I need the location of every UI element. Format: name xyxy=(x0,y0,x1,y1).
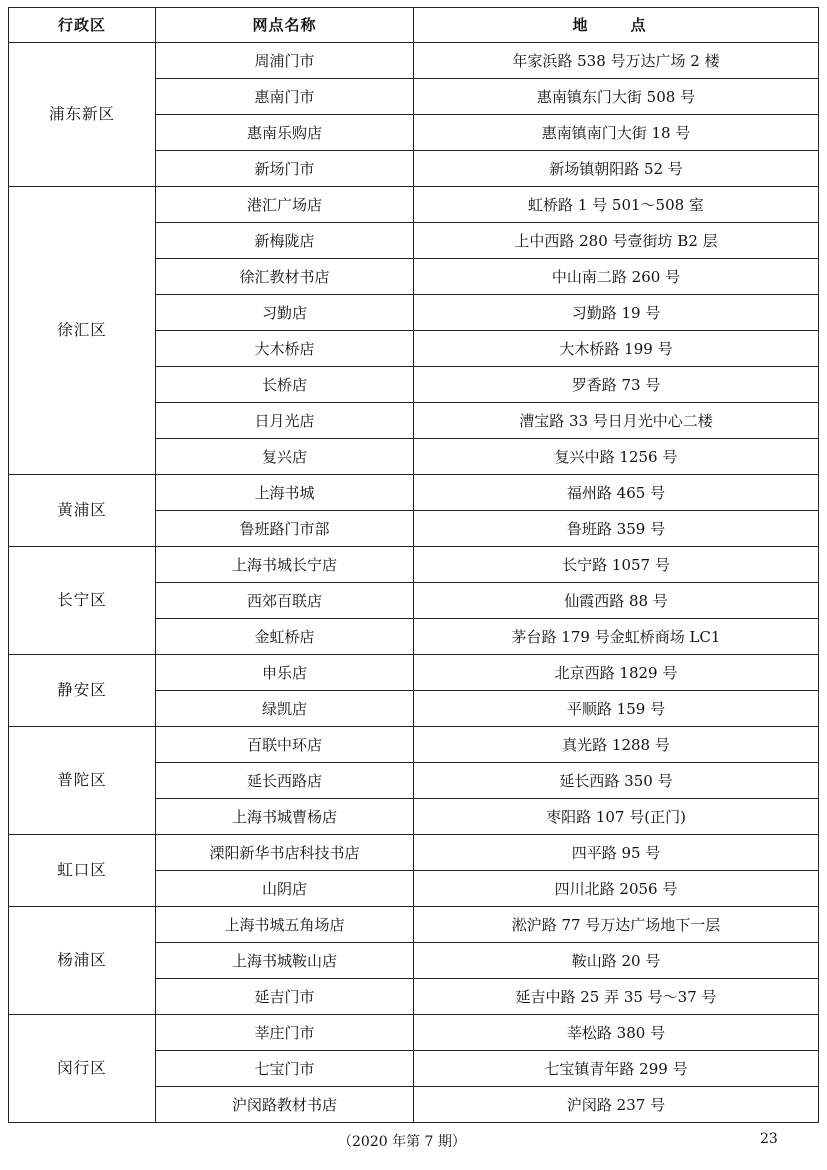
address-cell: 仙霞西路 88 号 xyxy=(414,583,819,619)
store-name-cell: 惠南门市 xyxy=(156,79,414,115)
district-cell: 黄浦区 xyxy=(9,475,156,547)
store-name-cell: 山阴店 xyxy=(156,871,414,907)
store-name-cell: 上海书城 xyxy=(156,475,414,511)
address-cell: 延吉中路 25 弄 35 号～37 号 xyxy=(414,979,819,1015)
address-cell: 茅台路 179 号金虹桥商场 LC1 xyxy=(414,619,819,655)
address-cell: 莘松路 380 号 xyxy=(414,1015,819,1051)
store-name-cell: 上海书城鞍山店 xyxy=(156,943,414,979)
address-cell: 淞沪路 77 号万达广场地下一层 xyxy=(414,907,819,943)
header-district: 行政区 xyxy=(9,8,156,43)
store-name-cell: 延吉门市 xyxy=(156,979,414,1015)
address-cell: 福州路 465 号 xyxy=(414,475,819,511)
page-number: 23 xyxy=(760,1131,778,1147)
table-row xyxy=(9,835,819,871)
table-row xyxy=(9,655,819,691)
issue-label: （2020 年第 7 期） xyxy=(338,1134,466,1150)
table-row xyxy=(9,727,819,763)
address-cell: 长宁路 1057 号 xyxy=(414,547,819,583)
table-header-row xyxy=(9,8,819,43)
store-name-cell: 上海书城曹杨店 xyxy=(156,799,414,835)
store-name-cell: 延长西路店 xyxy=(156,763,414,799)
address-cell: 虹桥路 1 号 501～508 室 xyxy=(414,187,819,223)
address-cell: 真光路 1288 号 xyxy=(414,727,819,763)
address-cell: 罗香路 73 号 xyxy=(414,367,819,403)
table-row xyxy=(9,43,819,79)
store-name-cell: 西郊百联店 xyxy=(156,583,414,619)
district-cell: 浦东新区 xyxy=(9,43,156,187)
district-cell: 徐汇区 xyxy=(9,187,156,475)
store-name-cell: 七宝门市 xyxy=(156,1051,414,1087)
store-name-cell: 新场门市 xyxy=(156,151,414,187)
table-body xyxy=(9,43,819,1123)
table-row xyxy=(9,475,819,511)
address-cell: 沪闵路 237 号 xyxy=(414,1087,819,1123)
address-cell: 鞍山路 20 号 xyxy=(414,943,819,979)
address-cell: 习勤路 19 号 xyxy=(414,295,819,331)
address-cell: 新场镇朝阳路 52 号 xyxy=(414,151,819,187)
address-cell: 延长西路 350 号 xyxy=(414,763,819,799)
store-table xyxy=(8,7,819,1123)
district-cell: 虹口区 xyxy=(9,835,156,907)
district-cell: 杨浦区 xyxy=(9,907,156,1015)
store-name-cell: 港汇广场店 xyxy=(156,187,414,223)
address-cell: 七宝镇青年路 299 号 xyxy=(414,1051,819,1087)
district-cell: 普陀区 xyxy=(9,727,156,835)
store-name-cell: 绿凯店 xyxy=(156,691,414,727)
store-name-cell: 金虹桥店 xyxy=(156,619,414,655)
district-cell: 长宁区 xyxy=(9,547,156,655)
address-cell: 鲁班路 359 号 xyxy=(414,511,819,547)
store-name-cell: 复兴店 xyxy=(156,439,414,475)
store-name-cell: 周浦门市 xyxy=(156,43,414,79)
store-name-cell: 大木桥店 xyxy=(156,331,414,367)
district-cell: 闵行区 xyxy=(9,1015,156,1123)
table-row xyxy=(9,1015,819,1051)
table-row xyxy=(9,187,819,223)
address-cell: 惠南镇东门大街 508 号 xyxy=(414,79,819,115)
page-footer xyxy=(0,1131,827,1151)
store-name-cell: 惠南乐购店 xyxy=(156,115,414,151)
store-name-cell: 徐汇教材书店 xyxy=(156,259,414,295)
address-cell: 枣阳路 107 号(正门) xyxy=(414,799,819,835)
store-name-cell: 上海书城长宁店 xyxy=(156,547,414,583)
district-cell: 静安区 xyxy=(9,655,156,727)
store-name-cell: 习勤店 xyxy=(156,295,414,331)
store-name-cell: 长桥店 xyxy=(156,367,414,403)
store-name-cell: 百联中环店 xyxy=(156,727,414,763)
table-row xyxy=(9,907,819,943)
address-cell: 年家浜路 538 号万达广场 2 楼 xyxy=(414,43,819,79)
address-cell: 平顺路 159 号 xyxy=(414,691,819,727)
store-name-cell: 沪闵路教材书店 xyxy=(156,1087,414,1123)
store-name-cell: 申乐店 xyxy=(156,655,414,691)
store-name-cell: 上海书城五角场店 xyxy=(156,907,414,943)
address-cell: 上中西路 280 号壹街坊 B2 层 xyxy=(414,223,819,259)
address-cell: 四川北路 2056 号 xyxy=(414,871,819,907)
address-cell: 北京西路 1829 号 xyxy=(414,655,819,691)
header-store-name: 网点名称 xyxy=(156,8,414,43)
address-cell: 复兴中路 1256 号 xyxy=(414,439,819,475)
address-cell: 惠南镇南门大街 18 号 xyxy=(414,115,819,151)
store-name-cell: 日月光店 xyxy=(156,403,414,439)
store-name-cell: 溧阳新华书店科技书店 xyxy=(156,835,414,871)
address-cell: 漕宝路 33 号日月光中心二楼 xyxy=(414,403,819,439)
address-cell: 中山南二路 260 号 xyxy=(414,259,819,295)
store-name-cell: 鲁班路门市部 xyxy=(156,511,414,547)
header-address: 地 点 xyxy=(414,8,819,43)
address-cell: 四平路 95 号 xyxy=(414,835,819,871)
store-name-cell: 新梅陇店 xyxy=(156,223,414,259)
table-row xyxy=(9,547,819,583)
address-cell: 大木桥路 199 号 xyxy=(414,331,819,367)
store-name-cell: 莘庄门市 xyxy=(156,1015,414,1051)
